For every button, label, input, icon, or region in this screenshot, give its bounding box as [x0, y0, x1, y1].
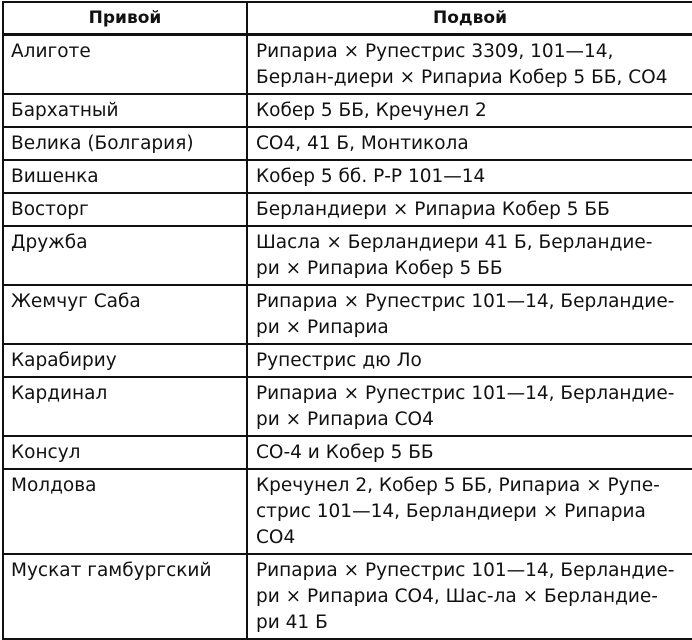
- scion-cell: Кардинал: [3, 377, 247, 436]
- column-header-rootstock: Подвой: [247, 2, 692, 35]
- scion-cell: Алиготе: [3, 35, 247, 95]
- rootstock-cell: Рипариа × Рупестрис 101—14, Берландие- ри × Рипариа СО4: [247, 377, 692, 436]
- scion-cell: Бархатный: [3, 94, 247, 127]
- scion-cell: Жемчуг Саба: [3, 285, 247, 344]
- rootstock-cell: Кобер 5 ББ, Кречунел 2: [247, 94, 692, 127]
- table-row: [3, 226, 692, 285]
- table-row: [3, 554, 692, 639]
- scion-cell: Консул: [3, 436, 247, 469]
- scion-cell: Дружба: [3, 226, 247, 285]
- scion-rootstock-table: [2, 1, 692, 640]
- table-row: [3, 469, 692, 554]
- scion-cell: Вишенка: [3, 160, 247, 193]
- scion-cell: Молдова: [3, 469, 247, 554]
- scion-cell: Мускат гамбургский: [3, 554, 247, 639]
- table-row: [3, 160, 692, 193]
- rootstock-cell: Кречунел 2, Кобер 5 ББ, Рипариа × Рупе- стрис 101—14, Берландиери × Рипариа СО4: [247, 469, 692, 554]
- rootstock-cell: Рипариа × Рупестрис 101—14, Берландие- ри × Рипариа: [247, 285, 692, 344]
- table-row: [3, 193, 692, 226]
- rootstock-cell: Шасла × Берландиери 41 Б, Берландие- ри × Рипариа Кобер 5 ББ: [247, 226, 692, 285]
- rootstock-cell: СО4, 41 Б, Монтикола: [247, 127, 692, 160]
- table-row: [3, 436, 692, 469]
- table-row: [3, 285, 692, 344]
- table-row: [3, 94, 692, 127]
- scion-cell: Восторг: [3, 193, 247, 226]
- rootstock-cell: Рипариа × Рупестрис 101—14, Берландие- ри × Рипариа СО4, Шас-ла × Берландие- ри 41 Б: [247, 554, 692, 639]
- table-row: [3, 377, 692, 436]
- rootstock-cell: Кобер 5 бб. Р-Р 101—14: [247, 160, 692, 193]
- scion-cell: Карабириу: [3, 344, 247, 377]
- rootstock-cell: Берландиери × Рипариа Кобер 5 ББ: [247, 193, 692, 226]
- rootstock-cell: СО-4 и Кобер 5 ББ: [247, 436, 692, 469]
- table-row: [3, 344, 692, 377]
- column-header-scion: Привой: [3, 2, 247, 35]
- rootstock-cell: Рупестрис дю Ло: [247, 344, 692, 377]
- table-row: [3, 35, 692, 95]
- header-row: [3, 2, 692, 35]
- scion-cell: Велика (Болгария): [3, 127, 247, 160]
- rootstock-cell: Рипариа × Рупестрис 3309, 101—14, Берлан-диери × Рипариа Кобер 5 ББ, СО4: [247, 35, 692, 95]
- table-row: [3, 127, 692, 160]
